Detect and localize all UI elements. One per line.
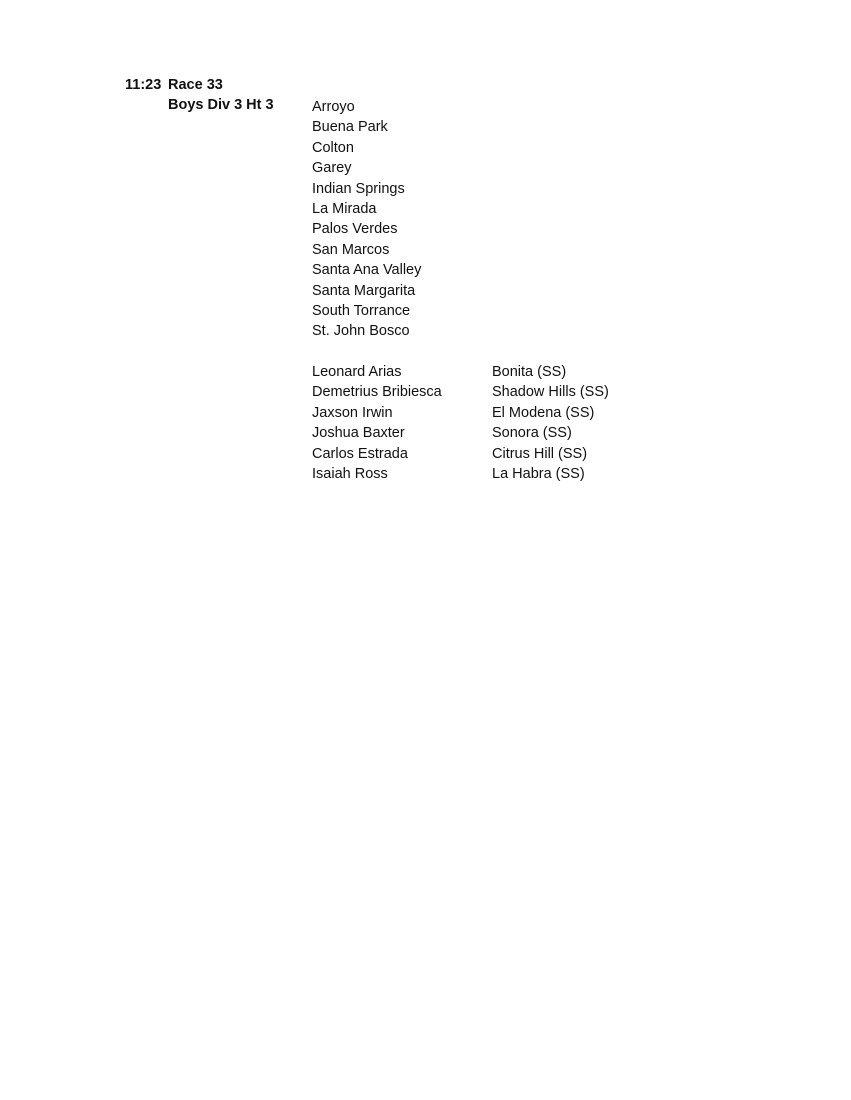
runner-name: Jaxson Irwin [312,404,393,421]
runner-name: Demetrius Bribiesca [312,384,442,401]
heat-label: Boys Div 3 Ht 3 [168,97,274,113]
team-item: Garey [312,160,352,177]
runner-school: La Habra (SS) [492,465,585,482]
team-item: Palos Verdes [312,221,398,238]
team-item: Indian Springs [312,180,405,197]
runner-school: El Modena (SS) [492,404,595,421]
runner-name: Joshua Baxter [312,425,405,442]
team-list [312,97,421,342]
team-item: Buena Park [312,119,388,136]
runner-name: Leonard Arias [312,364,402,380]
team-item: Santa Ana Valley [312,262,422,279]
team-item: St. John Bosco [312,323,410,340]
team-item: Colton [312,139,354,156]
runner-name: Carlos Estrada [312,445,408,462]
team-item: South Torrance [312,302,411,319]
runner-school: Sonora (SS) [492,425,572,442]
team-item: Santa Margarita [312,282,416,299]
team-item: Arroyo [312,99,355,115]
runner-name: Isaiah Ross [312,465,388,482]
race-time: 11:23 [125,77,162,93]
runner-school: Bonita (SS) [492,364,567,380]
team-item: La Mirada [312,200,377,217]
runner-school: Citrus Hill (SS) [492,445,588,462]
race-title: Race 33 [168,77,223,93]
runner-school: Shadow Hills (SS) [492,384,609,401]
team-item: San Marcos [312,241,390,258]
